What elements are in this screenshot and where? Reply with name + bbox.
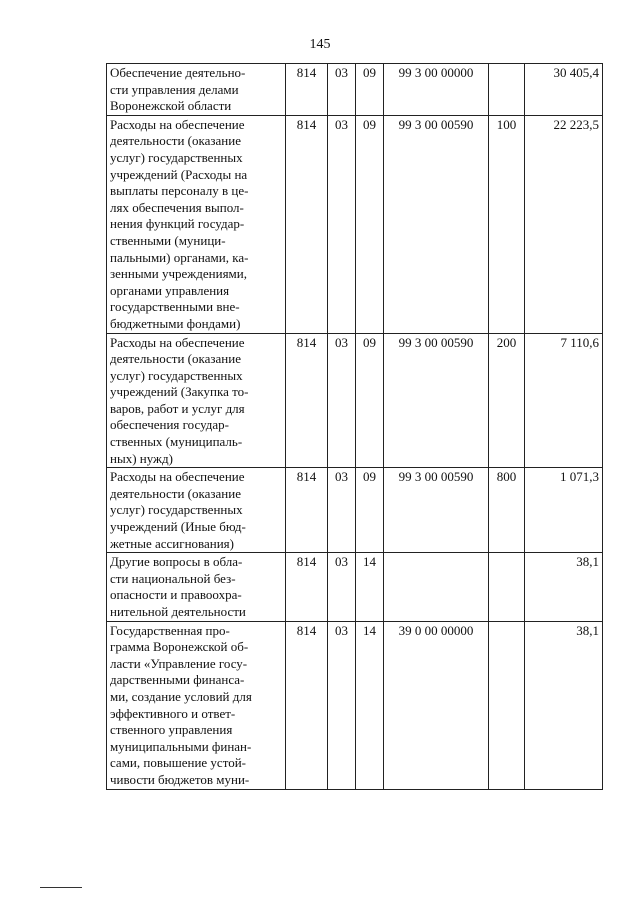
- item-name-line: Государственная про-: [110, 622, 230, 638]
- subsection-code-cell: 09: [356, 468, 384, 553]
- item-name-line: органами управления: [110, 282, 230, 298]
- grbs-code-cell: 814: [286, 333, 328, 468]
- item-name-line: услуг) государственных: [110, 502, 243, 518]
- item-name-line: нения функций государ-: [110, 216, 245, 232]
- item-name-line: нительной деятельности: [110, 604, 246, 619]
- page-number: 145: [309, 37, 331, 52]
- target-article-cell: 99 3 00 00590: [384, 468, 489, 553]
- footnote-divider: [40, 887, 82, 888]
- item-name-line: варов, работ и услуг для: [110, 400, 245, 416]
- grbs-code-cell: 814: [286, 553, 328, 621]
- table-row: [107, 333, 603, 468]
- item-name-line: государственными вне-: [110, 299, 240, 315]
- budget-table-body: [107, 64, 603, 790]
- item-name-cell: [107, 115, 286, 333]
- target-article-cell: 99 3 00 00590: [384, 333, 489, 468]
- target-article-cell: [384, 553, 489, 621]
- item-name-line: пальными) органами, ка-: [110, 249, 249, 265]
- item-name-line: эффективного и ответ-: [110, 705, 236, 721]
- amount-cell: 7 110,6: [525, 333, 603, 468]
- item-name-line: ных) нужд): [110, 450, 173, 466]
- item-name-line: опасности и правоохра-: [110, 587, 242, 603]
- item-name-cell: [107, 333, 286, 468]
- amount-cell: 22 223,5: [525, 115, 603, 333]
- item-name-line: учреждений (Закупка то-: [110, 384, 249, 400]
- item-name-line: выплаты персоналу в це-: [110, 183, 249, 199]
- section-code-cell: 03: [328, 64, 356, 116]
- item-name-line: деятельности (оказание: [110, 351, 241, 367]
- grbs-code-cell: 814: [286, 64, 328, 116]
- item-name-line: деятельности (оказание: [110, 133, 241, 149]
- table-row: [107, 64, 603, 116]
- item-name-cell: [107, 468, 286, 553]
- table-row: [107, 468, 603, 553]
- item-name-line: сами, повышение устой-: [110, 755, 246, 771]
- item-name-line: чивости бюджетов муни-: [110, 771, 250, 787]
- subsection-code-cell: 14: [356, 621, 384, 789]
- expense-type-cell: 100: [489, 115, 525, 333]
- item-name-line: грамма Воронежской об-: [110, 639, 249, 655]
- item-name-line: ласти «Управление госу-: [110, 655, 248, 671]
- item-name-line: учреждений (Расходы на: [110, 166, 248, 182]
- target-article-cell: 99 3 00 00590: [384, 115, 489, 333]
- section-code-cell: 03: [328, 553, 356, 621]
- item-name-line: дарственными финанса-: [110, 672, 245, 688]
- item-name-cell: [107, 621, 286, 789]
- item-name-line: ственного управления: [110, 722, 233, 738]
- section-code-cell: 03: [328, 621, 356, 789]
- subsection-code-cell: 09: [356, 64, 384, 116]
- grbs-code-cell: 814: [286, 621, 328, 789]
- item-name-line: Расходы на обеспечение: [110, 116, 245, 132]
- amount-cell: 1 071,3: [525, 468, 603, 553]
- expense-type-cell: [489, 621, 525, 789]
- item-name-line: лях обеспечения выпол-: [110, 199, 244, 215]
- budget-table: [106, 63, 603, 790]
- subsection-code-cell: 14: [356, 553, 384, 621]
- item-name-line: Другие вопросы в обла-: [110, 554, 243, 570]
- expense-type-cell: [489, 553, 525, 621]
- section-code-cell: 03: [328, 468, 356, 553]
- grbs-code-cell: 814: [286, 115, 328, 333]
- expense-type-cell: [489, 64, 525, 116]
- item-name-line: деятельности (оказание: [110, 485, 241, 501]
- amount-cell: 38,1: [525, 621, 603, 789]
- subsection-code-cell: 09: [356, 333, 384, 468]
- table-row: [107, 115, 603, 333]
- table-row: [107, 621, 603, 789]
- item-name-line: сти национальной без-: [110, 570, 236, 586]
- target-article-cell: 99 3 00 00000: [384, 64, 489, 116]
- item-name-line: услуг) государственных: [110, 149, 243, 165]
- amount-cell: 30 405,4: [525, 64, 603, 116]
- target-article-cell: 39 0 00 00000: [384, 621, 489, 789]
- amount-cell: 38,1: [525, 553, 603, 621]
- table-row: [107, 553, 603, 621]
- item-name-line: услуг) государственных: [110, 367, 243, 383]
- item-name-line: ственных (муниципаль-: [110, 434, 243, 450]
- section-code-cell: 03: [328, 333, 356, 468]
- item-name-line: бюджетными фондами): [110, 315, 241, 331]
- expense-type-cell: 200: [489, 333, 525, 468]
- item-name-line: Расходы на обеспечение: [110, 469, 245, 485]
- item-name-cell: [107, 64, 286, 116]
- item-name-cell: [107, 553, 286, 621]
- item-name-line: учреждений (Иные бюд-: [110, 519, 246, 535]
- item-name-line: жетные ассигнования): [110, 535, 234, 551]
- item-name-line: сти управления делами: [110, 81, 239, 97]
- grbs-code-cell: 814: [286, 468, 328, 553]
- item-name-line: Обеспечение деятельно-: [110, 65, 246, 80]
- item-name-line: ми, создание условий для: [110, 688, 252, 704]
- item-name-line: зенными учреждениями,: [110, 266, 247, 282]
- expense-type-cell: 800: [489, 468, 525, 553]
- item-name-line: Воронежской области: [110, 98, 232, 114]
- item-name-line: ственными (муници-: [110, 232, 226, 248]
- item-name-line: обеспечения государ-: [110, 417, 229, 433]
- item-name-line: Расходы на обеспечение: [110, 334, 245, 350]
- subsection-code-cell: 09: [356, 115, 384, 333]
- item-name-line: муниципальными финан-: [110, 738, 252, 754]
- section-code-cell: 03: [328, 115, 356, 333]
